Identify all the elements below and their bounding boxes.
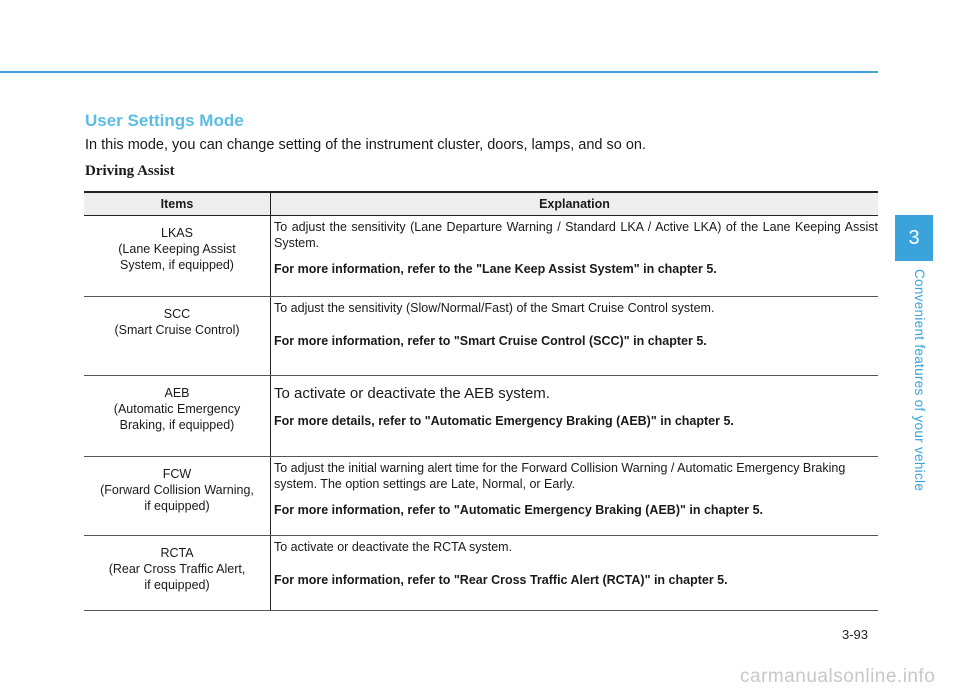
subheading: Driving Assist (85, 163, 175, 179)
watermark: carmanualsonline.info (740, 666, 936, 687)
item-name: SCC (163, 307, 191, 321)
table-row (84, 376, 878, 457)
item-cell (84, 216, 271, 297)
settings-table (84, 191, 878, 611)
item-desc-line: (Forward Collision Warning, (100, 483, 254, 497)
item-desc-line: (Smart Cruise Control) (114, 323, 240, 337)
table-row (84, 297, 878, 376)
item-name: FCW (162, 467, 192, 481)
explanation-cell (271, 297, 879, 376)
table-header-row (84, 192, 878, 216)
table-row (84, 536, 878, 611)
explanation-cell (271, 216, 879, 297)
more-info-text: For more information, refer to "Smart Cruise Control (SCC)" in chapter 5. (274, 334, 707, 348)
page-number: 3-93 (842, 627, 869, 642)
explanation-text: To activate or deactivate the AEB system. (274, 385, 550, 402)
table-row (84, 216, 878, 297)
item-desc-line: (Lane Keeping Assist (118, 242, 236, 256)
item-name: LKAS (161, 226, 193, 240)
explanation-text: To adjust the sensitivity (Slow/Normal/Fast) of the Smart Cruise Control system. (274, 301, 715, 315)
item-name: RCTA (160, 546, 194, 560)
explanation-text: To adjust the sensitivity (Lane Departure Warning / Standard LKA / Active LKA) of the Lane Keeping Assist System. (274, 220, 878, 250)
more-info-text: For more details, refer to "Automatic Emergency Braking (AEB)" in chapter 5. (274, 414, 734, 428)
item-desc-line: System, if equipped) (120, 258, 234, 272)
intro-text: In this mode, you can change setting of the instrument cluster, doors, lamps, and so on. (85, 137, 646, 153)
more-info-text: For more information, refer to the "Lane Keep Assist System" in chapter 5. (274, 262, 717, 276)
item-desc-line: if equipped) (144, 578, 210, 592)
item-desc-line: Braking, if equipped) (119, 418, 235, 432)
explanation-cell (271, 536, 879, 611)
item-cell (84, 297, 271, 376)
chapter-tab: 3 (895, 215, 933, 261)
explanation-text: To activate or deactivate the RCTA system. (274, 540, 513, 554)
more-info-text: For more information, refer to "Automatic Emergency Braking (AEB)" in chapter 5. (274, 503, 764, 517)
header-explanation: Explanation (271, 192, 879, 216)
item-name: AEB (164, 386, 190, 400)
more-info-text: For more information, refer to "Rear Cross Traffic Alert (RCTA)" in chapter 5. (274, 573, 728, 587)
explanation-cell (271, 457, 879, 536)
item-desc-line: (Automatic Emergency (113, 402, 241, 416)
table-row (84, 457, 878, 536)
section-title: User Settings Mode (85, 111, 244, 130)
item-cell (84, 376, 271, 457)
item-cell (84, 457, 271, 536)
header-items: Items (84, 192, 271, 216)
explanation-text: To adjust the initial warning alert time for the Forward Collision Warning / Automatic Emergency Braking system. The option settings are Late, Normal, or Early. (274, 461, 846, 491)
top-rule (0, 71, 878, 73)
chapter-title: Convenient features of your vehicle (912, 269, 927, 492)
item-desc-line: (Rear Cross Traffic Alert, (108, 562, 246, 576)
item-cell (84, 536, 271, 611)
explanation-cell (271, 376, 879, 457)
item-desc-line: if equipped) (144, 499, 210, 513)
